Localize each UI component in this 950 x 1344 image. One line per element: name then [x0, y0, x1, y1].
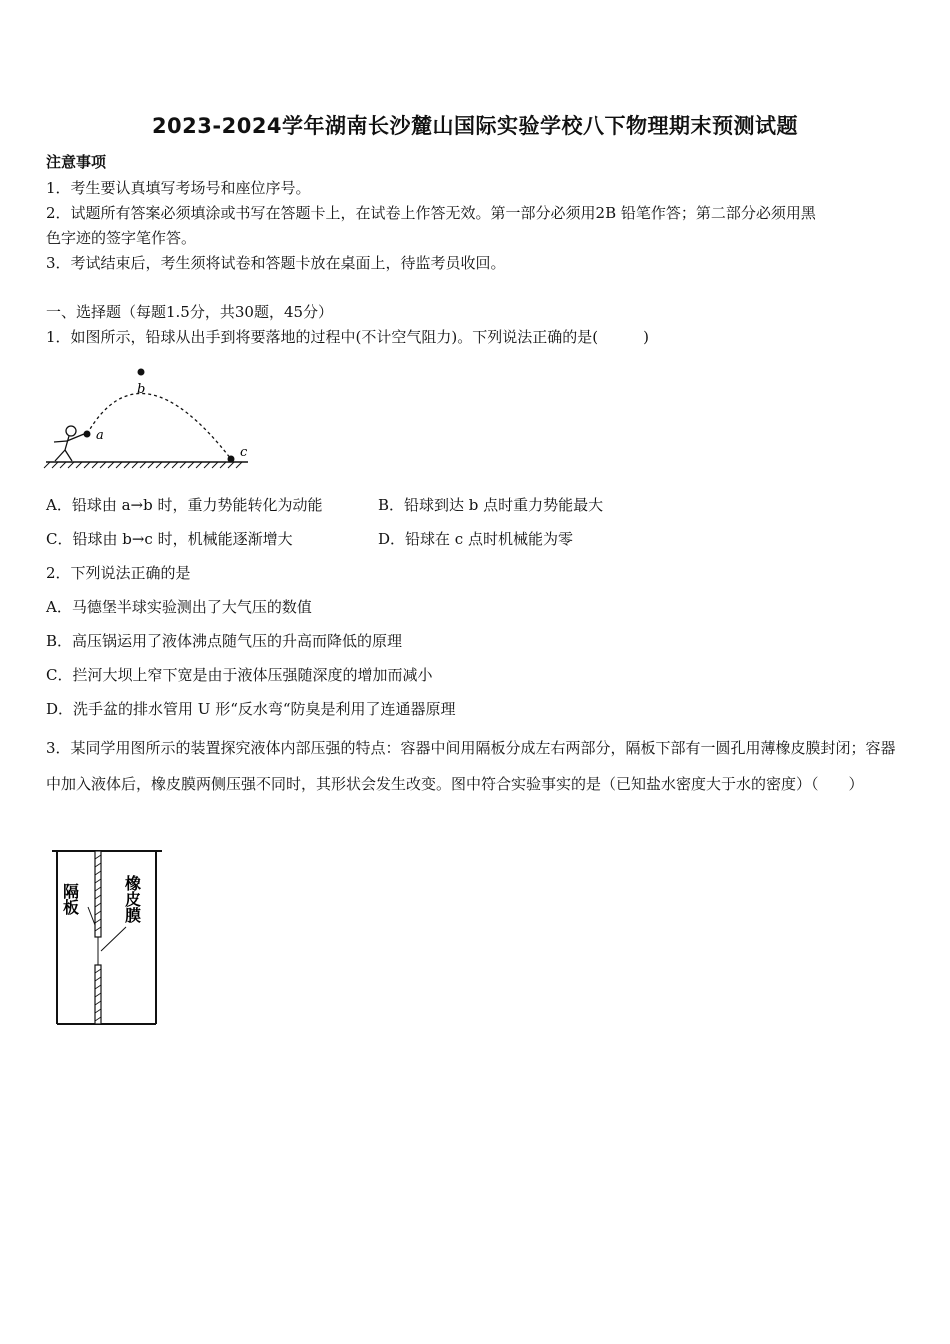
q2-option-c[interactable]: C．拦河大坝上窄下宽是由于液体压强随深度的增加而减小: [46, 666, 433, 684]
notice-heading: 注意事项: [46, 153, 107, 171]
q1-option-d[interactable]: D．铅球在 c 点时机械能为零: [378, 530, 573, 548]
q1-trajectory-figure: [40, 362, 255, 474]
label-a: a: [96, 428, 104, 443]
notice-item-1: 1．考生要认真填写考场号和座位序号。: [46, 179, 311, 197]
ground-hatching: [44, 462, 242, 468]
membrane-leader: [101, 927, 126, 951]
q1-option-a[interactable]: A．铅球由 a→b 时，重力势能转化为动能: [46, 496, 323, 514]
q1-option-c[interactable]: C．铅球由 b→c 时，机械能逐渐增大: [46, 530, 293, 548]
partition-leader: [88, 907, 95, 925]
notice-item-3: 3．考试结束后，考生须将试卷和答题卡放在桌面上，待监考员收回。: [46, 254, 506, 272]
ball-b: [138, 369, 145, 376]
notice-item-2-cont: 色字迹的签字笔作答。: [46, 229, 197, 247]
partition-lower: [95, 965, 101, 1024]
label-b: b: [137, 382, 146, 397]
q3-container-figure: [48, 845, 168, 1030]
page-title: 2023-2024学年湖南长沙麓山国际实验学校八下物理期末预测试题: [151, 114, 799, 138]
label-c: c: [240, 445, 248, 460]
q1-option-b[interactable]: B．铅球到达 b 点时重力势能最大: [378, 496, 604, 514]
membrane-label: 橡皮膜: [122, 875, 142, 923]
q2-option-b[interactable]: B．高压锅运用了液体沸点随气压的升高而降低的原理: [46, 632, 403, 650]
ball-a: [84, 431, 91, 438]
q2-option-a[interactable]: A．马德堡半球实验测出了大气压的数值: [46, 598, 312, 616]
notice-item-2: 2．试题所有答案必须填涂或书写在答题卡上，在试卷上作答无效。第一部分必须用2B 铅笔作答；第二部分必须用黑: [46, 204, 816, 222]
q2-stem: 2．下列说法正确的是: [46, 564, 191, 582]
ball-c: [228, 456, 235, 463]
q3-stem: 3．某同学用图所示的装置探究液体内部压强的特点：容器中间用隔板分成左右两部分，隔板下部有一圆孔用薄橡皮膜封闭；容器中加入液体后，橡皮膜两侧压强不同时，其形状会发生改变。图中符合实验事实的是（已知盐水密度大于水的密度）（ ）: [46, 739, 896, 793]
section-heading: 一、选择题（每题1.5分，共30题，45分）: [46, 303, 334, 321]
trajectory-path: [87, 394, 231, 459]
thrower-figure: [54, 426, 84, 461]
partition-label: 隔板: [60, 883, 80, 915]
q2-option-d[interactable]: D．洗手盆的排水管用 U 形“反水弯“防臭是利用了连通器原理: [46, 700, 456, 718]
q1-stem: 1．如图所示，铅球从出手到将要落地的过程中(不计空气阻力)。下列说法正确的是( ): [46, 328, 649, 346]
